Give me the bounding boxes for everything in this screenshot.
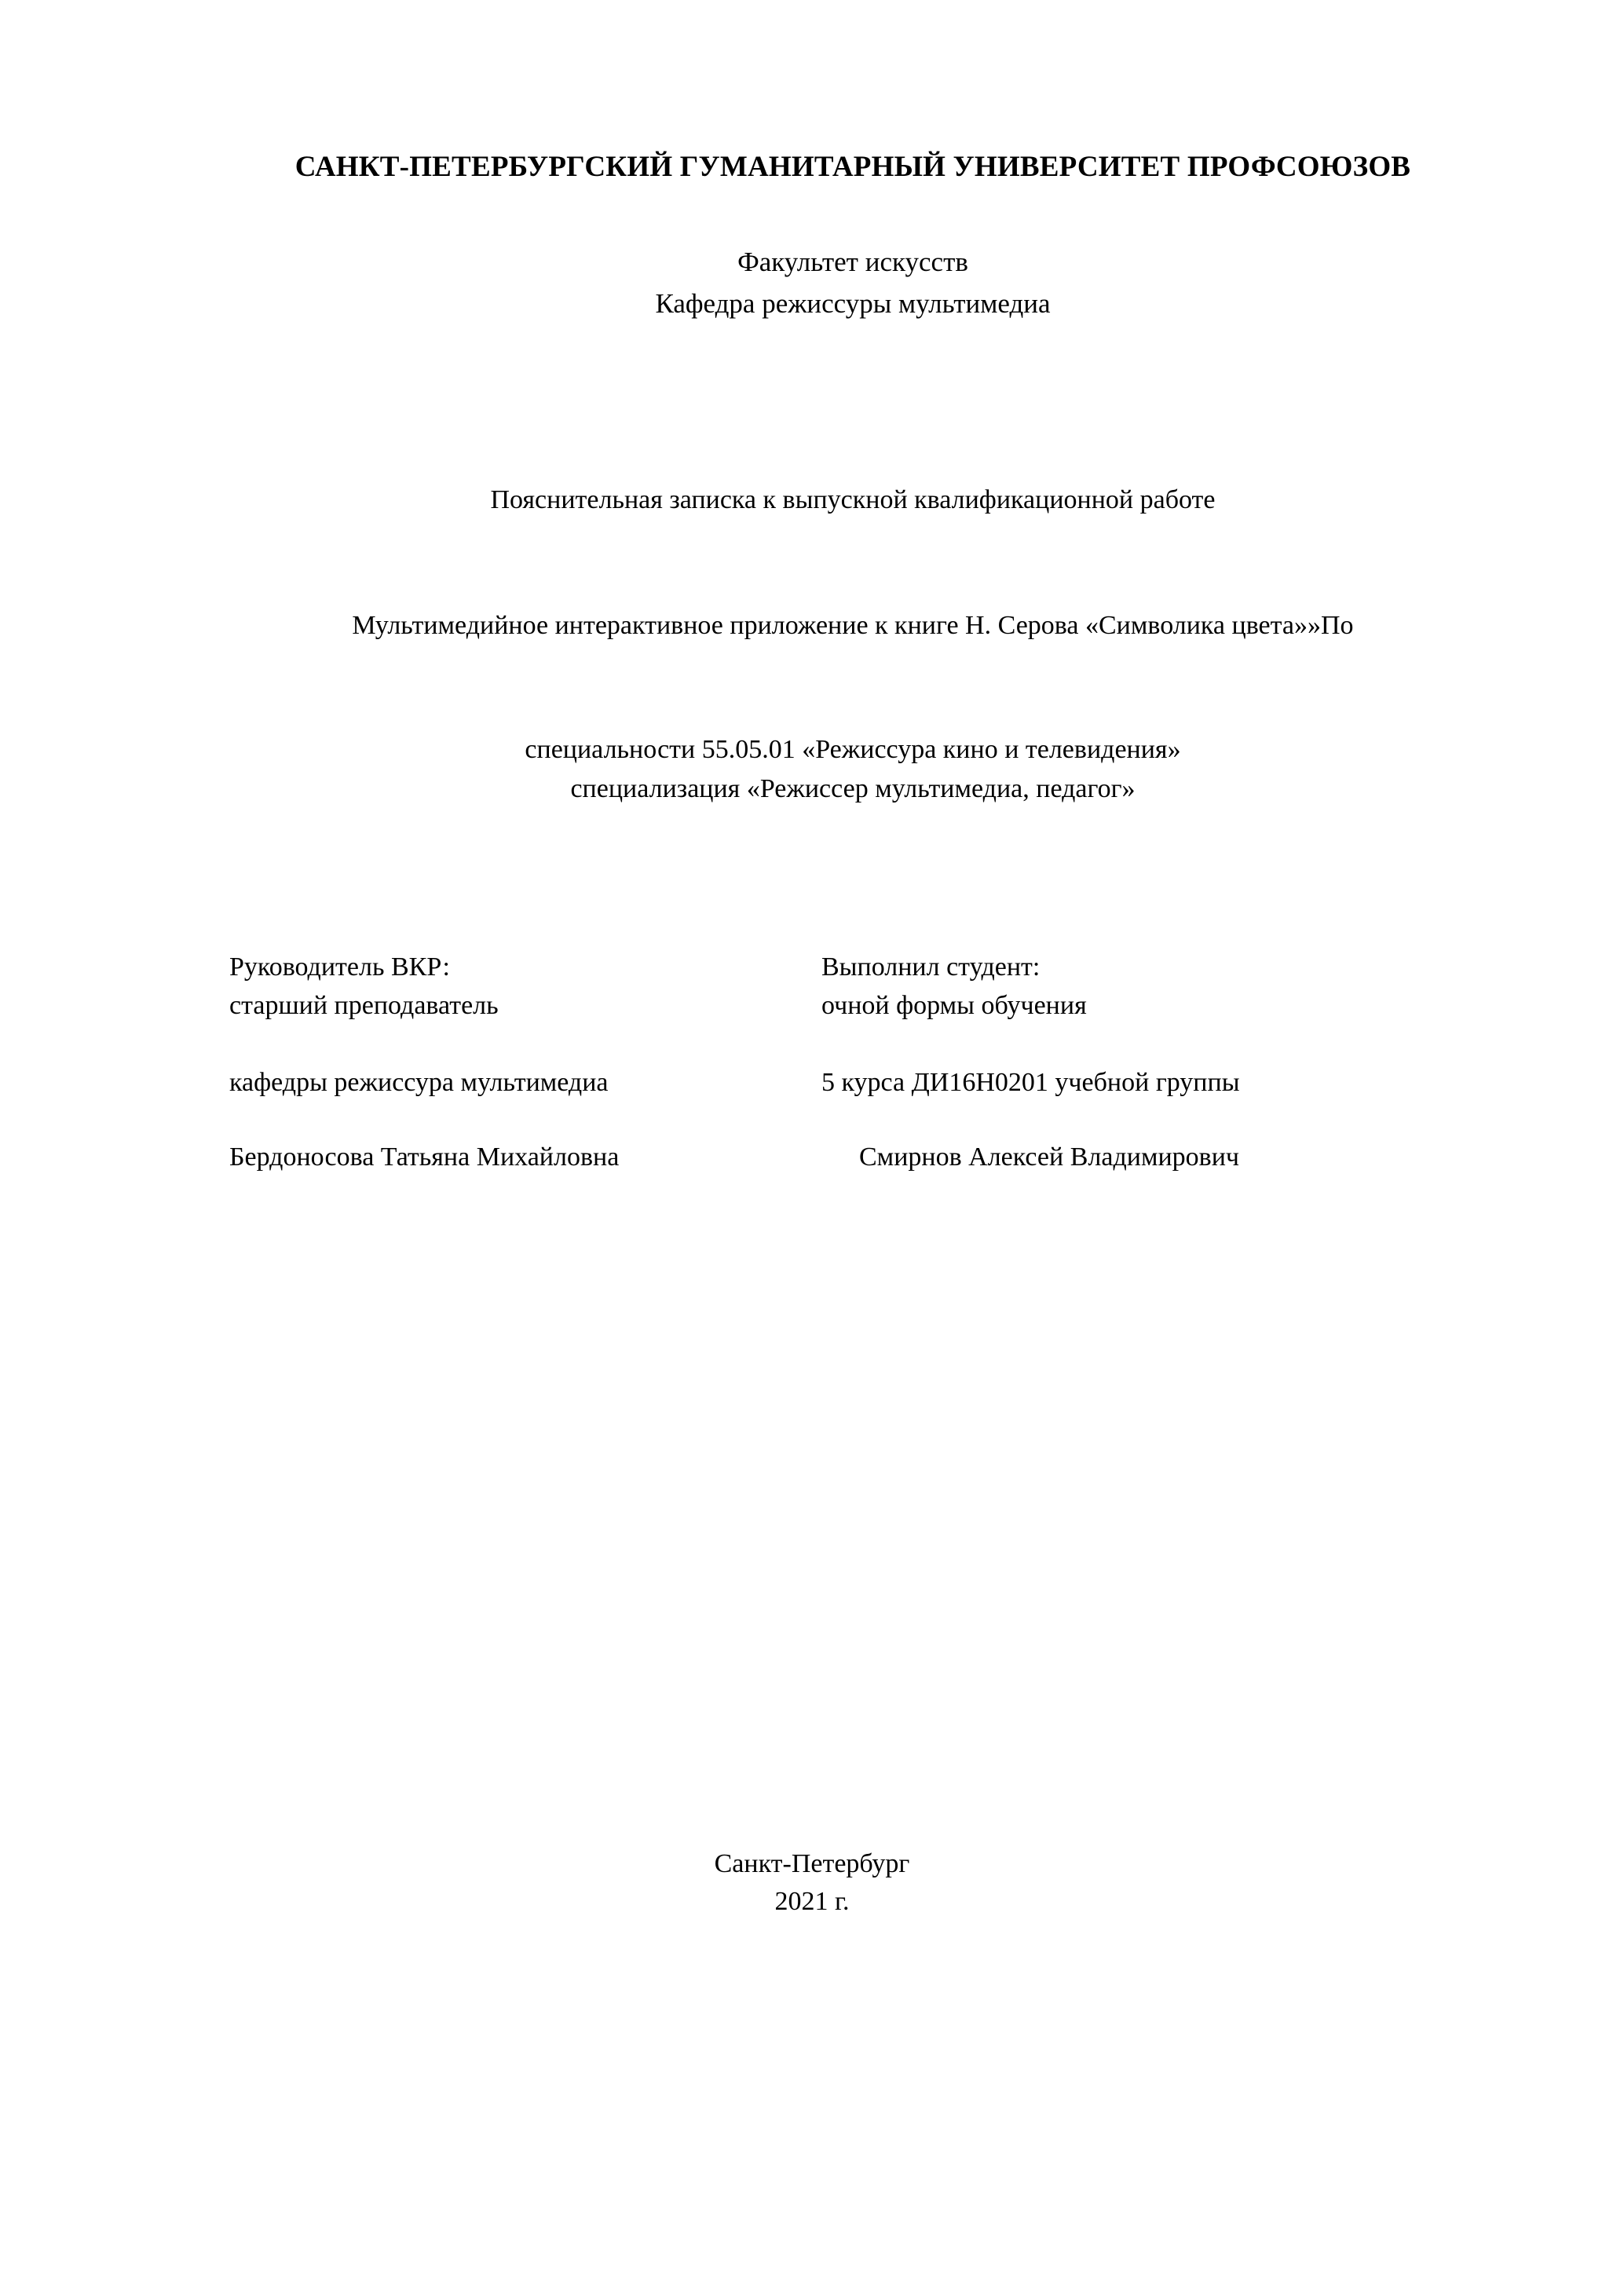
student-form: очной формы обучения xyxy=(821,991,1087,1021)
footer-block xyxy=(0,1845,1624,1920)
student-column xyxy=(821,948,1434,1176)
specialty-code: специальности 55.05.01 «Режиссура кино и телевидения» xyxy=(525,735,1181,765)
specialty-block xyxy=(225,730,1481,808)
title-page-content xyxy=(225,0,1481,1183)
supervisor-role-label: Руководитель ВКР: xyxy=(229,952,450,982)
year: 2021 г. xyxy=(774,1886,850,1916)
faculty-department-block xyxy=(225,242,1481,324)
supervisor-name: Бердоносова Татьяна Михайловна xyxy=(229,1142,620,1172)
work-title: Мультимедийное интерактивное приложение к книге Н. Серова «Символика цвета»»По xyxy=(352,610,1354,640)
supervisor-department: кафедры режиссура мультимедиа xyxy=(229,1067,609,1097)
city-name: Санкт-Петербург xyxy=(714,1849,910,1878)
signature-block xyxy=(225,948,1481,1183)
university-name: САНКТ-ПЕТЕРБУРГСКИЙ ГУМАНИТАРНЫЙ УНИВЕРСИТЕТ ПРОФСОЮЗОВ xyxy=(294,151,1411,183)
faculty-name: Факультет искусств xyxy=(737,247,968,278)
supervisor-position: старший преподаватель xyxy=(229,991,499,1021)
document-type: Пояснительная записка к выпускной квалификационной работе xyxy=(490,485,1216,515)
student-group: 5 курса ДИ16Н0201 учебной группы xyxy=(821,1067,1240,1097)
student-name: Смирнов Алексей Владимирович xyxy=(859,1142,1240,1172)
specialization: специализация «Режиссер мультимедиа, педагог» xyxy=(570,773,1136,803)
department-name: Кафедра режиссуры мультимедиа xyxy=(655,287,1051,319)
student-role-label: Выполнил студент: xyxy=(821,952,1041,982)
supervisor-column xyxy=(229,948,779,1176)
